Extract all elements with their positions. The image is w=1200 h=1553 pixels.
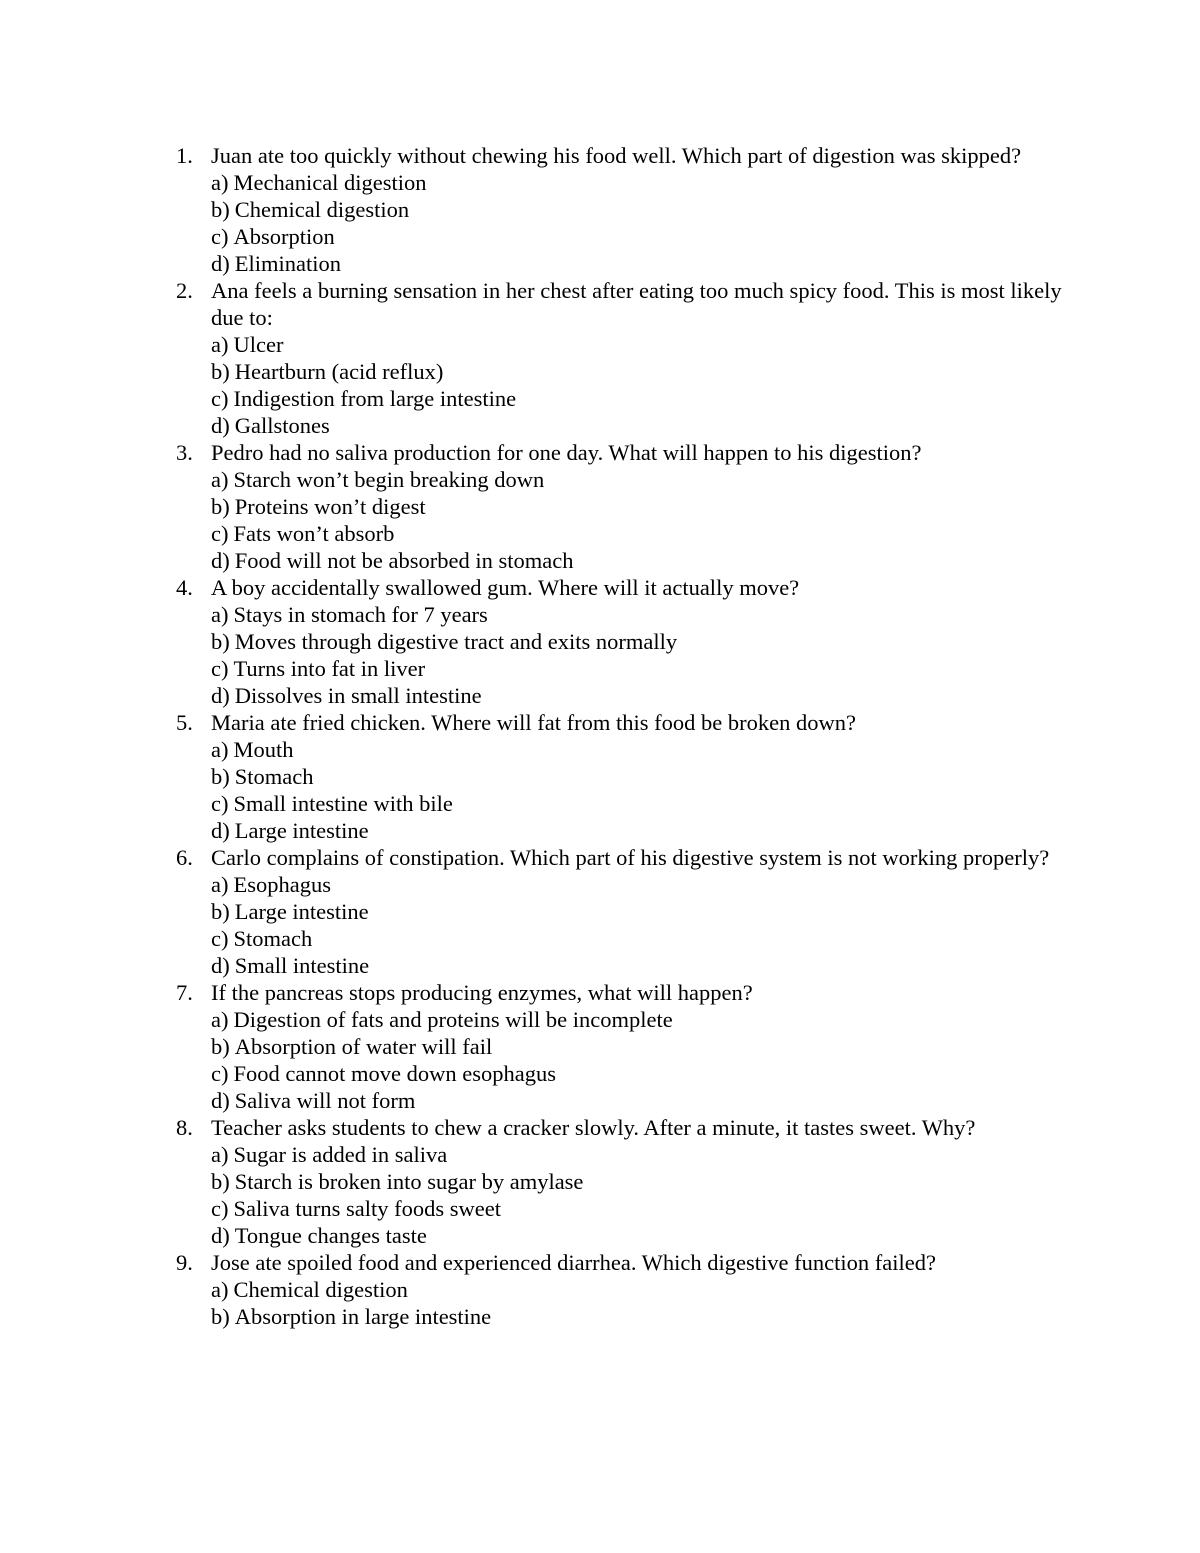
- question-number: 9.: [176, 1250, 193, 1275]
- question-item-1: [172, 142, 1072, 277]
- answer-option: [211, 1033, 1072, 1060]
- option-text: Tongue changes taste: [234, 1223, 427, 1248]
- option-text: Saliva will not form: [234, 1088, 416, 1113]
- answer-option: [211, 925, 1072, 952]
- question-text: Juan ate too quickly without chewing his food well. Which part of digestion was skipped?: [211, 143, 1022, 168]
- option-letter: a): [211, 332, 229, 357]
- question-item-7: [172, 979, 1072, 1114]
- option-letter: a): [211, 170, 229, 195]
- question-item-3: [172, 439, 1072, 574]
- answer-option: [211, 655, 1072, 682]
- answer-option: [211, 898, 1072, 925]
- answer-option: [211, 601, 1072, 628]
- answer-option: [211, 196, 1072, 223]
- question-item-5: [172, 709, 1072, 844]
- option-letter: d): [211, 548, 230, 573]
- option-letter: d): [211, 413, 230, 438]
- answer-option: [211, 1006, 1072, 1033]
- question-text: Carlo complains of constipation. Which part of his digestive system is not working properly?: [211, 845, 1050, 870]
- answer-options: [211, 1141, 1072, 1249]
- option-text: Mouth: [233, 737, 294, 762]
- question-number: 1.: [176, 143, 193, 168]
- option-letter: b): [211, 1169, 230, 1194]
- question-number: 5.: [176, 710, 193, 735]
- answer-option: [211, 358, 1072, 385]
- option-text: Absorption in large intestine: [234, 1304, 492, 1329]
- answer-option: [211, 385, 1072, 412]
- option-letter: a): [211, 1277, 229, 1302]
- option-text: Moves through digestive tract and exits normally: [234, 629, 678, 654]
- option-text: Small intestine with bile: [233, 791, 453, 816]
- answer-option: [211, 1195, 1072, 1222]
- answer-options: [211, 736, 1072, 844]
- option-letter: c): [211, 926, 229, 951]
- option-text: Starch is broken into sugar by amylase: [234, 1169, 584, 1194]
- answer-option: [211, 331, 1072, 358]
- option-text: Chemical digestion: [234, 197, 410, 222]
- answer-option: [211, 1141, 1072, 1168]
- question-text: Jose ate spoiled food and experienced diarrhea. Which digestive function failed?: [211, 1250, 936, 1275]
- option-text: Heartburn (acid reflux): [234, 359, 444, 384]
- option-letter: b): [211, 197, 230, 222]
- option-text: Small intestine: [234, 953, 370, 978]
- option-letter: d): [211, 1088, 230, 1113]
- answer-option: [211, 871, 1072, 898]
- option-text: Chemical digestion: [233, 1277, 408, 1302]
- option-letter: c): [211, 386, 229, 411]
- option-letter: c): [211, 791, 229, 816]
- option-text: Gallstones: [234, 413, 330, 438]
- option-letter: b): [211, 764, 230, 789]
- option-letter: a): [211, 467, 229, 492]
- option-text: Stomach: [233, 926, 313, 951]
- option-letter: a): [211, 737, 229, 762]
- option-text: Proteins won’t digest: [234, 494, 426, 519]
- answer-option: [211, 1222, 1072, 1249]
- answer-option: [211, 763, 1072, 790]
- option-text: Starch won’t begin breaking down: [233, 467, 545, 492]
- question-list: [172, 142, 1072, 1330]
- question-number: 8.: [176, 1115, 193, 1140]
- question-text: A boy accidentally swallowed gum. Where will it actually move?: [211, 575, 800, 600]
- question-item-8: [172, 1114, 1072, 1249]
- answer-option: [211, 223, 1072, 250]
- answer-option: [211, 628, 1072, 655]
- answer-option: [211, 1303, 1072, 1330]
- question-text: If the pancreas stops producing enzymes, what will happen?: [211, 980, 753, 1005]
- option-letter: a): [211, 602, 229, 627]
- option-text: Food cannot move down esophagus: [233, 1061, 556, 1086]
- question-text: Teacher asks students to chew a cracker slowly. After a minute, it tastes sweet. Why?: [211, 1115, 976, 1140]
- answer-option: [211, 466, 1072, 493]
- option-letter: d): [211, 1223, 230, 1248]
- option-letter: c): [211, 1061, 229, 1086]
- option-letter: c): [211, 1196, 229, 1221]
- option-text: Large intestine: [234, 899, 369, 924]
- question-item-4: [172, 574, 1072, 709]
- option-text: Large intestine: [234, 818, 369, 843]
- option-letter: a): [211, 872, 229, 897]
- option-letter: b): [211, 1034, 230, 1059]
- answer-option: [211, 817, 1072, 844]
- question-item-2: [172, 277, 1072, 439]
- option-letter: b): [211, 629, 230, 654]
- option-letter: d): [211, 953, 230, 978]
- answer-option: [211, 1087, 1072, 1114]
- question-text: Ana feels a burning sensation in her chest after eating too much spicy food. This is most likely due to:: [211, 278, 1062, 330]
- option-text: Food will not be absorbed in stomach: [234, 548, 574, 573]
- answer-option: [211, 412, 1072, 439]
- answer-options: [211, 169, 1072, 277]
- question-text: Maria ate fried chicken. Where will fat from this food be broken down?: [211, 710, 856, 735]
- answer-options: [211, 1276, 1072, 1330]
- option-letter: c): [211, 224, 229, 249]
- option-text: Digestion of fats and proteins will be incomplete: [233, 1007, 673, 1032]
- answer-option: [211, 736, 1072, 763]
- question-number: 6.: [176, 845, 193, 870]
- answer-option: [211, 1276, 1072, 1303]
- option-text: Esophagus: [233, 872, 331, 897]
- question-item-9: [172, 1249, 1072, 1330]
- option-text: Fats won’t absorb: [233, 521, 395, 546]
- answer-options: [211, 466, 1072, 574]
- question-number: 3.: [176, 440, 193, 465]
- answer-option: [211, 1060, 1072, 1087]
- option-letter: c): [211, 656, 229, 681]
- option-text: Mechanical digestion: [233, 170, 427, 195]
- question-number: 2.: [176, 278, 193, 303]
- option-text: Turns into fat in liver: [233, 656, 426, 681]
- option-letter: b): [211, 899, 230, 924]
- option-text: Elimination: [234, 251, 341, 276]
- answer-option: [211, 547, 1072, 574]
- option-text: Ulcer: [233, 332, 284, 357]
- question-number: 7.: [176, 980, 193, 1005]
- option-letter: b): [211, 494, 230, 519]
- option-text: Sugar is added in saliva: [233, 1142, 448, 1167]
- answer-option: [211, 169, 1072, 196]
- question-item-6: [172, 844, 1072, 979]
- answer-option: [211, 250, 1072, 277]
- option-text: Absorption: [233, 224, 335, 249]
- answer-options: [211, 871, 1072, 979]
- option-text: Stays in stomach for 7 years: [233, 602, 488, 627]
- answer-options: [211, 331, 1072, 439]
- answer-options: [211, 1006, 1072, 1114]
- option-text: Indigestion from large intestine: [233, 386, 517, 411]
- answer-option: [211, 952, 1072, 979]
- option-letter: c): [211, 521, 229, 546]
- option-letter: a): [211, 1142, 229, 1167]
- option-letter: d): [211, 683, 230, 708]
- option-letter: b): [211, 359, 230, 384]
- option-text: Stomach: [234, 764, 314, 789]
- option-letter: d): [211, 818, 230, 843]
- option-text: Absorption of water will fail: [234, 1034, 493, 1059]
- option-letter: d): [211, 251, 230, 276]
- option-letter: b): [211, 1304, 230, 1329]
- answer-option: [211, 790, 1072, 817]
- answer-option: [211, 682, 1072, 709]
- question-number: 4.: [176, 575, 193, 600]
- answer-option: [211, 1168, 1072, 1195]
- option-text: Saliva turns salty foods sweet: [233, 1196, 501, 1221]
- answer-options: [211, 601, 1072, 709]
- answer-option: [211, 493, 1072, 520]
- option-text: Dissolves in small intestine: [234, 683, 482, 708]
- question-text: Pedro had no saliva production for one day. What will happen to his digestion?: [211, 440, 922, 465]
- option-letter: a): [211, 1007, 229, 1032]
- answer-option: [211, 520, 1072, 547]
